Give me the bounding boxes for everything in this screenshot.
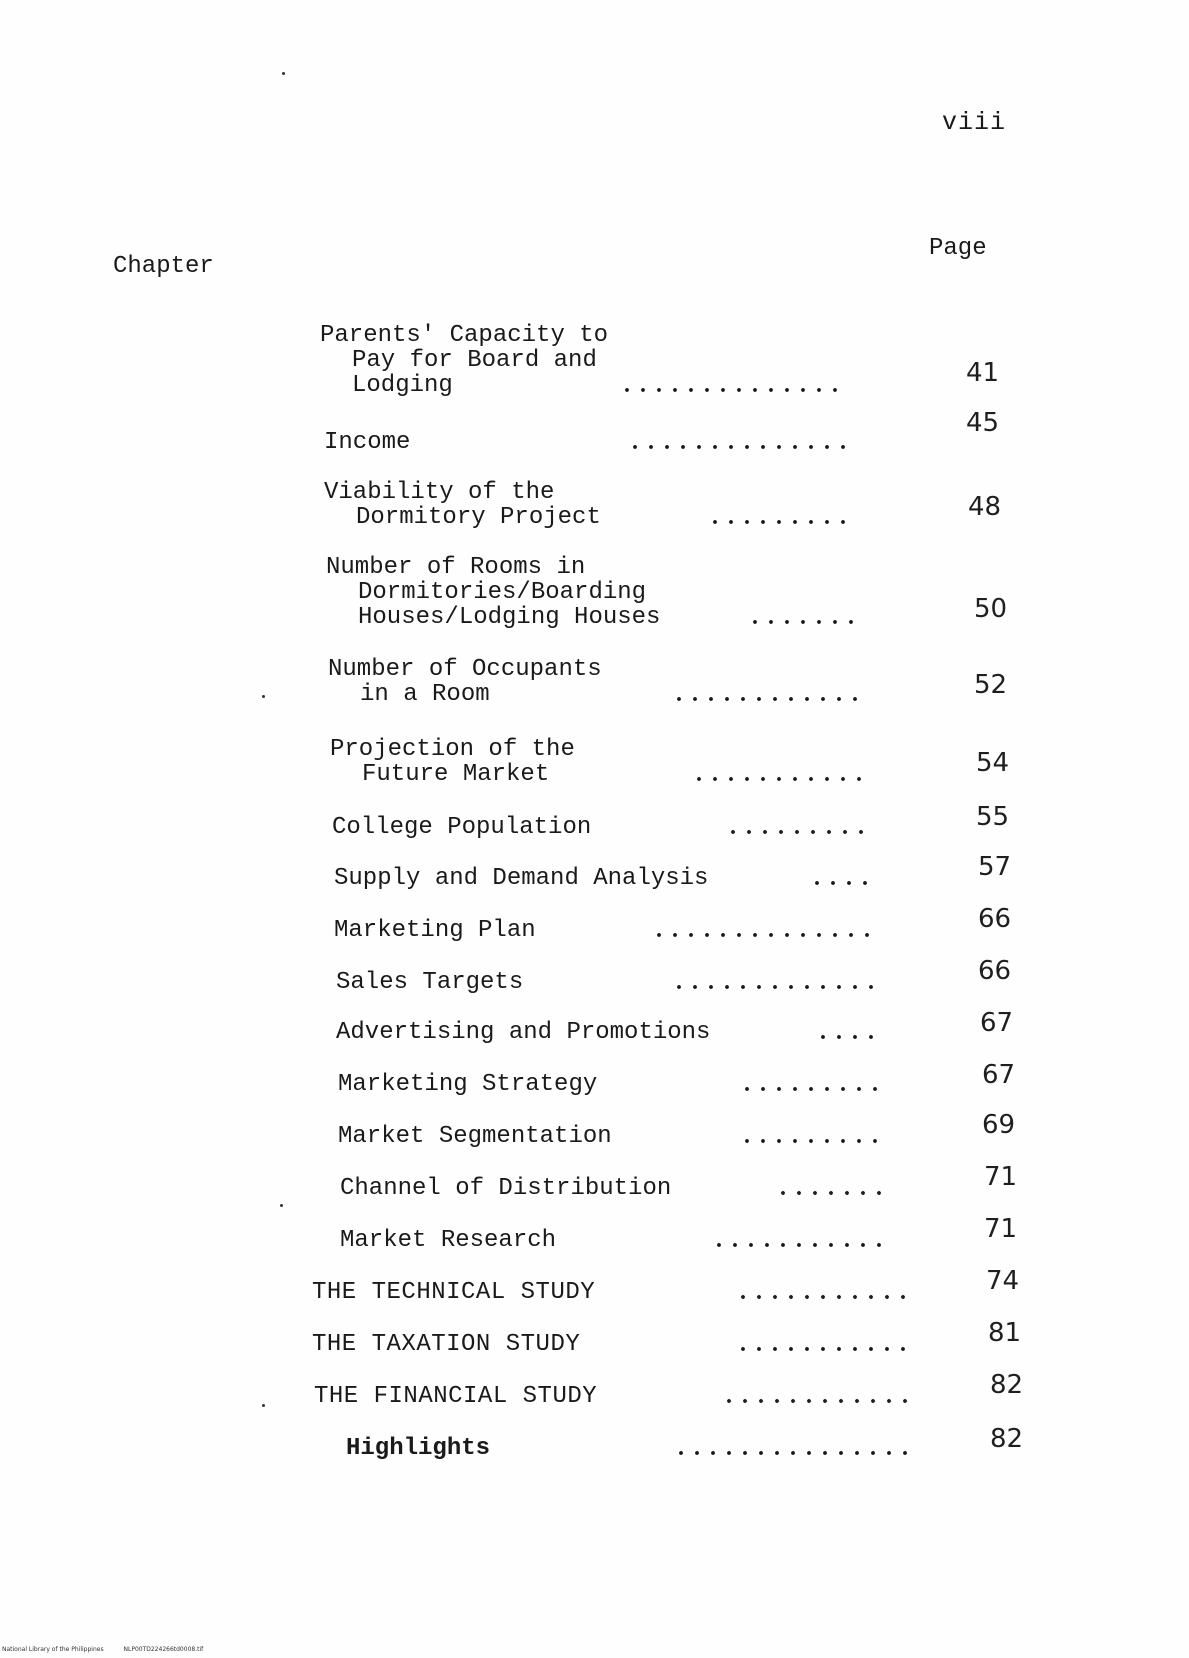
scan-speck: [280, 1204, 283, 1207]
toc-entry: [312, 1332, 938, 1357]
toc-page-number: 69: [982, 1110, 1016, 1140]
toc-entry: [340, 1228, 940, 1253]
toc-entry-line: Dormitory Project: [356, 504, 601, 531]
dot-leaders: . . . . . . . . . . .: [740, 1279, 908, 1305]
toc-page-number: 71: [984, 1162, 1018, 1192]
roman-page-number: viii: [942, 108, 1007, 137]
toc-entry: [324, 480, 924, 530]
toc-entry-line: Projection of the: [330, 736, 575, 763]
toc-page-number: 67: [980, 1008, 1014, 1038]
toc-page-number: 82: [990, 1370, 1024, 1400]
footer-library: National Library of the Philippines: [2, 1646, 104, 1653]
toc-entry: [334, 866, 934, 891]
dot-leaders: . . . . . . . . . . .: [696, 761, 864, 787]
toc-entry-line: Channel of Distribution: [340, 1175, 672, 1202]
toc-entry: [346, 1436, 940, 1461]
toc-entry-line: Number of Rooms in: [326, 554, 586, 581]
scan-speck: [282, 72, 285, 75]
dot-leaders: . . . . . . . . . . . .: [676, 681, 860, 707]
dot-leaders: . . . . . . .: [780, 1175, 884, 1201]
toc-entry-line: Market Research: [340, 1227, 557, 1254]
toc-page-number: 57: [978, 852, 1012, 882]
dot-leaders: . . . . . . . . . . . . . .: [624, 372, 840, 398]
toc-page-number: 66: [978, 956, 1012, 986]
dot-leaders: . . . . . . . . .: [744, 1123, 880, 1149]
toc-entry: [320, 323, 920, 398]
footer-file: NLP00TD224266td0008.tif: [123, 1646, 204, 1653]
toc-entry: [314, 1384, 940, 1409]
toc-entry-line: THE FINANCIAL STUDY: [314, 1383, 598, 1410]
toc-entry: [324, 430, 924, 455]
toc-page-number: 52: [974, 670, 1008, 700]
dot-leaders: . . . . . . . . . . . . . . .: [678, 1435, 910, 1461]
dot-leaders: . . . . . . . . .: [712, 504, 848, 530]
toc-entry-line: Viability of the: [324, 479, 555, 506]
dot-leaders: . . . . . . . . . . . . .: [676, 969, 876, 995]
dot-leaders: . . . .: [820, 1019, 876, 1045]
toc-page-number: 66: [978, 904, 1012, 934]
toc-entry-line: Houses/Lodging Houses: [358, 604, 661, 631]
toc-entry: [334, 918, 934, 943]
toc-entry-line: Marketing Strategy: [338, 1071, 598, 1098]
toc-entry-line: Highlights: [346, 1435, 491, 1462]
toc-page-number: 50: [974, 594, 1008, 624]
toc-entry: [326, 555, 926, 630]
toc-page-number: 54: [976, 748, 1010, 778]
toc-page-number: 82: [990, 1424, 1024, 1454]
toc-entry-line: Market Segmentation: [338, 1123, 612, 1150]
toc-page-number: 74: [986, 1266, 1020, 1296]
toc-entry-line: THE TECHNICAL STUDY: [312, 1279, 596, 1306]
toc-page-number: 71: [984, 1214, 1018, 1244]
toc-entry: [338, 1124, 938, 1149]
dot-leaders: . . . .: [814, 865, 870, 891]
toc-entry-line: Supply and Demand Analysis: [334, 865, 709, 892]
toc-page-number: 41: [966, 358, 1000, 388]
toc-entry-line: Lodging: [352, 372, 453, 399]
toc-page-number: 48: [968, 492, 1002, 522]
toc-entry: [328, 657, 928, 707]
toc-entry: [332, 815, 932, 840]
toc-entry-line: Marketing Plan: [334, 917, 536, 944]
dot-leaders: . . . . . . .: [752, 604, 856, 630]
toc-entry-line: Income: [324, 429, 411, 456]
toc-entry-line: Pay for Board and: [352, 347, 597, 374]
toc-entry: [312, 1280, 938, 1305]
toc-entry-line: Dormitories/Boarding: [358, 579, 647, 606]
dot-leaders: . . . . . . . . . . .: [740, 1331, 908, 1357]
dot-leaders: . . . . . . . . . . . .: [726, 1383, 910, 1409]
toc-page-number: 45: [966, 408, 1000, 438]
dot-leaders: . . . . . . . . .: [744, 1071, 880, 1097]
toc-entry-line: THE TAXATION STUDY: [312, 1331, 581, 1358]
toc-entry-line: College Population: [332, 814, 592, 841]
toc-entry: [340, 1176, 940, 1201]
toc-entry: [336, 970, 936, 995]
chapter-column-heading: Chapter: [113, 253, 214, 280]
toc-entry-line: Future Market: [362, 761, 550, 788]
toc-entry: [330, 737, 930, 787]
toc-page-number: 67: [982, 1060, 1016, 1090]
toc-page-number: 81: [988, 1318, 1022, 1348]
toc-entry-line: in a Room: [360, 681, 490, 708]
dot-leaders: . . . . . . . . . . .: [716, 1227, 884, 1253]
dot-leaders: . . . . . . . . . . . . . .: [632, 429, 848, 455]
toc-page-number: 55: [976, 802, 1010, 832]
dot-leaders: . . . . . . . . .: [730, 814, 866, 840]
page-column-heading: Page: [929, 235, 987, 262]
scan-speck: [262, 695, 265, 698]
toc-entry-line: Sales Targets: [336, 969, 524, 996]
toc-entry-line: Parents' Capacity to: [320, 322, 609, 349]
toc-entry-line: Number of Occupants: [328, 656, 602, 683]
toc-entry: [336, 1020, 936, 1045]
dot-leaders: . . . . . . . . . . . . . .: [656, 917, 872, 943]
scan-footer: [2, 1646, 203, 1653]
toc-entry-line: Advertising and Promotions: [336, 1019, 711, 1046]
toc-entry: [338, 1072, 938, 1097]
scan-speck: [262, 1404, 265, 1407]
